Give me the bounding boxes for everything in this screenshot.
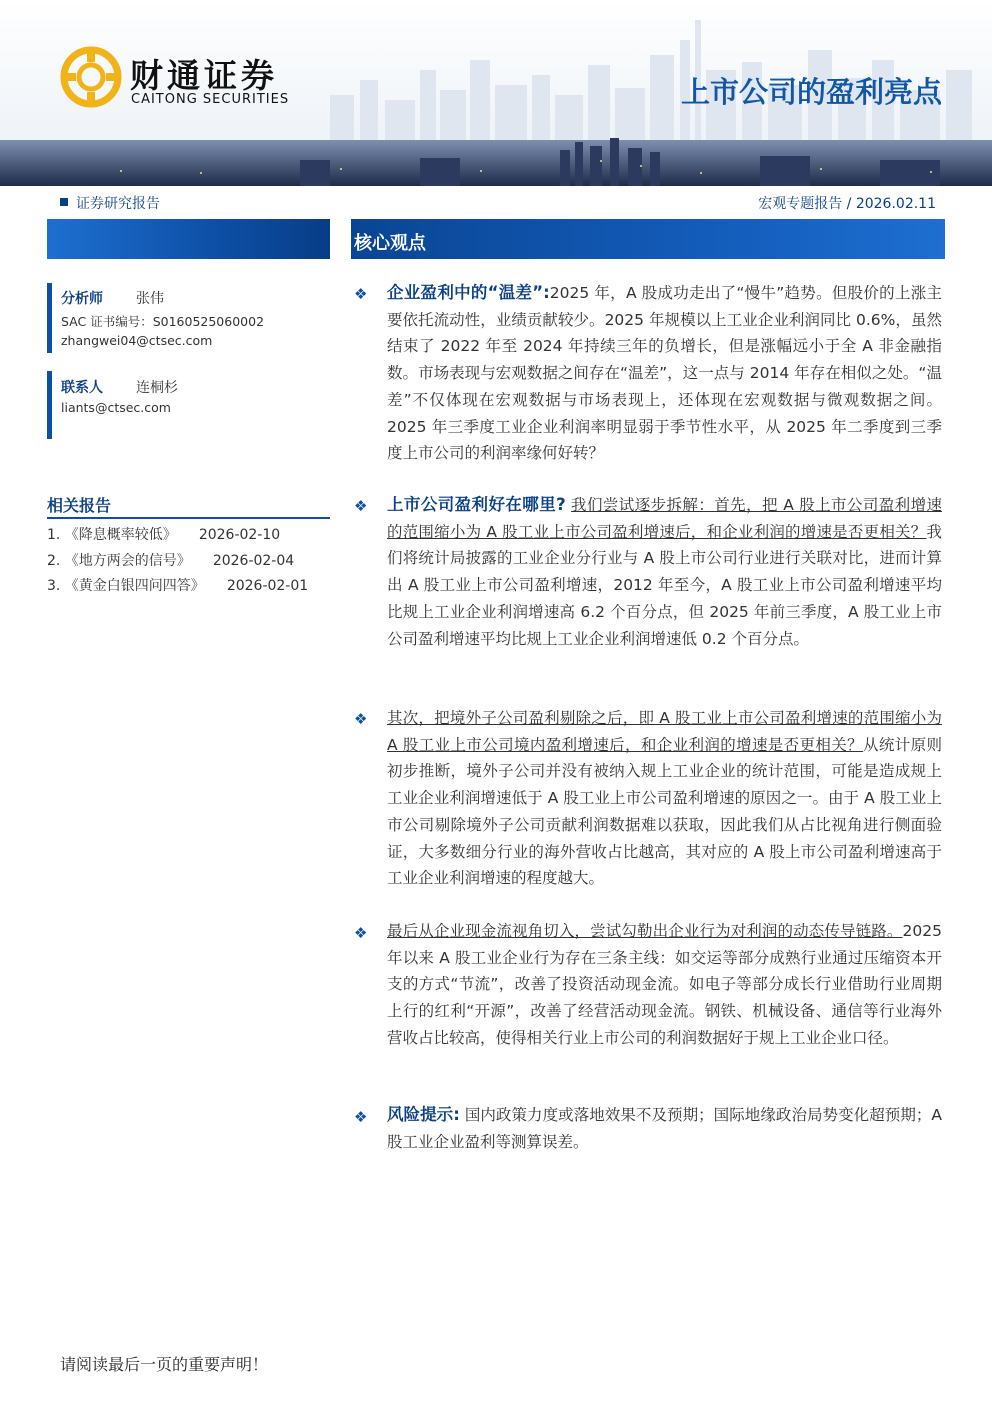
diamond-bullet-icon: ❖ [354, 924, 368, 942]
analyst-accent-bar [47, 283, 52, 353]
square-bullet-icon [60, 198, 68, 206]
core-point-4 [387, 918, 942, 1052]
analyst-label: 分析师 [61, 291, 103, 307]
report-title: 上市公司的盈利亮点 [680, 75, 942, 109]
point-text: 2025 年，A 股成功走出了“慢牛”趋势。但股价的上涨主要依托流动性，业绩贡献较少。2025 年规模以上工业企业利润同比 0.6%，虽然结束了 2022 年至 2024 年持续三年的负增长，但是涨幅远小于全 A 非金融指数。市场表现与宏观数据之间存在“温差”，这一点与 2014 年存在相似之处。“温差”不仅体现在宏观数据与市场表现上，还体现在宏观数据与微观数据之间。2025 年三季度工业企业利润率明显弱于季节性水平，从 2025 年二季度到三季度上市公司的利润率缘何好转？ [387, 284, 942, 463]
point-question: 其次，把境外子公司盈利剔除之后，即 A 股工业上市公司盈利增速的范围缩小为 A 股工业上市公司境内盈利增速后，和企业利润的增速是否更相关？ [387, 709, 942, 754]
brand-name-en: CAITONG SECURITIES [131, 92, 290, 107]
related-report-item[interactable]: 1. 《降息概率较低》 2026-02-10 [47, 527, 281, 543]
diamond-bullet-icon: ❖ [354, 497, 368, 515]
analyst-sac-number: SAC 证书编号：S0160525060002 [61, 314, 265, 329]
point-lead: 上市公司盈利好在哪里? [387, 495, 566, 514]
core-view-title: 核心观点 [354, 233, 426, 254]
analyst-name: 张伟 [136, 291, 164, 307]
point-lead: 风险提示: [387, 1105, 460, 1124]
report-header [0, 0, 992, 186]
related-report-item[interactable]: 2. 《地方两会的信号》 2026-02-04 [47, 553, 295, 569]
risk-warning [387, 1102, 942, 1155]
disclaimer-notice: 请阅读最后一页的重要声明！ [60, 1355, 269, 1374]
contact-accent-bar [47, 371, 52, 439]
core-point-1 [387, 280, 942, 467]
core-point-3 [387, 705, 942, 892]
point-text: 我们将统计局披露的工业企业分行业与 A 股上市公司行业进行关联对比，进而计算出 A 股工业上市公司盈利增速，2012 年至今，A 股工业上市公司盈利增速平均比规上工业企业利润增速高 6.2 个百分点，但 2025 年前三季度，A 股工业上市公司盈利增速平均比规上工业企业利润增速低 0.2 个百分点。 [387, 522, 942, 648]
caitong-logo-icon [60, 46, 122, 108]
contact-label: 联系人 [61, 380, 103, 396]
contact-email[interactable]: liants@ctsec.com [61, 400, 171, 415]
point-text: 国内政策力度或落地效果不及预期；国际地缘政治局势变化超预期；A 股工业企业盈利等测算误差。 [387, 1106, 942, 1151]
analyst-email[interactable]: zhangwei04@ctsec.com [61, 333, 213, 348]
point-text: 2025 年以来 A 股工业企业行为存在三条主线：如交运等部分成熟行业通过压缩资本开支的方式“节流”，改善了投资活动现金流。如电子等部分成长行业借助行业周期上行的红利“开源”，改善了经营活动现金流。钢铁、机械设备、通信等行业海外营收占比较高，使得相关行业上市公司的利润数据好于规上工业企业口径。 [387, 922, 942, 1047]
diamond-bullet-icon: ❖ [354, 285, 368, 303]
report-category [60, 193, 160, 213]
point-lead: 企业盈利中的“温差”: [387, 283, 550, 302]
report-category-label: 证券研究报告 [76, 196, 160, 212]
sidebar-header-bar [47, 219, 330, 259]
diamond-bullet-icon: ❖ [354, 710, 368, 728]
contact-name: 连桐杉 [136, 380, 178, 396]
point-question: 我们尝试逐步拆解：首先，把 A 股上市公司盈利增速的范围缩小为 A 股工业上市公司盈利增速后，和企业利润的增速是否更相关？ [387, 496, 942, 541]
related-report-item[interactable]: 3. 《黄金白银四问四答》 2026-02-01 [47, 578, 309, 594]
related-reports-divider [47, 517, 330, 519]
core-point-2 [387, 492, 942, 652]
diamond-bullet-icon: ❖ [354, 1108, 368, 1126]
related-reports-title: 相关报告 [47, 496, 112, 515]
core-view-header-bar [351, 219, 945, 259]
point-text: 从统计原则初步推断，境外子公司并没有被纳入规上工业企业的统计范围，可能是造成规上工业企业利润增速低于 A 股工业上市公司盈利增速的原因之一。由于 A 股工业上市公司剔除境外子公司贡献利润数据难以获取，因此我们从占比视角进行侧面验证，大多数细分行业的海外营收占比越高，其对应的 A 股上市公司盈利增速高于工业企业利润增速的程度越大。 [387, 735, 942, 888]
brand-name-cn: 财通证券 [130, 56, 278, 95]
report-type-date: 宏观专题报告 / 2026.02.11 [758, 196, 936, 212]
point-question: 最后从企业现金流视角切入，尝试勾勒出企业行为对利润的动态传导链路。 [387, 922, 903, 940]
